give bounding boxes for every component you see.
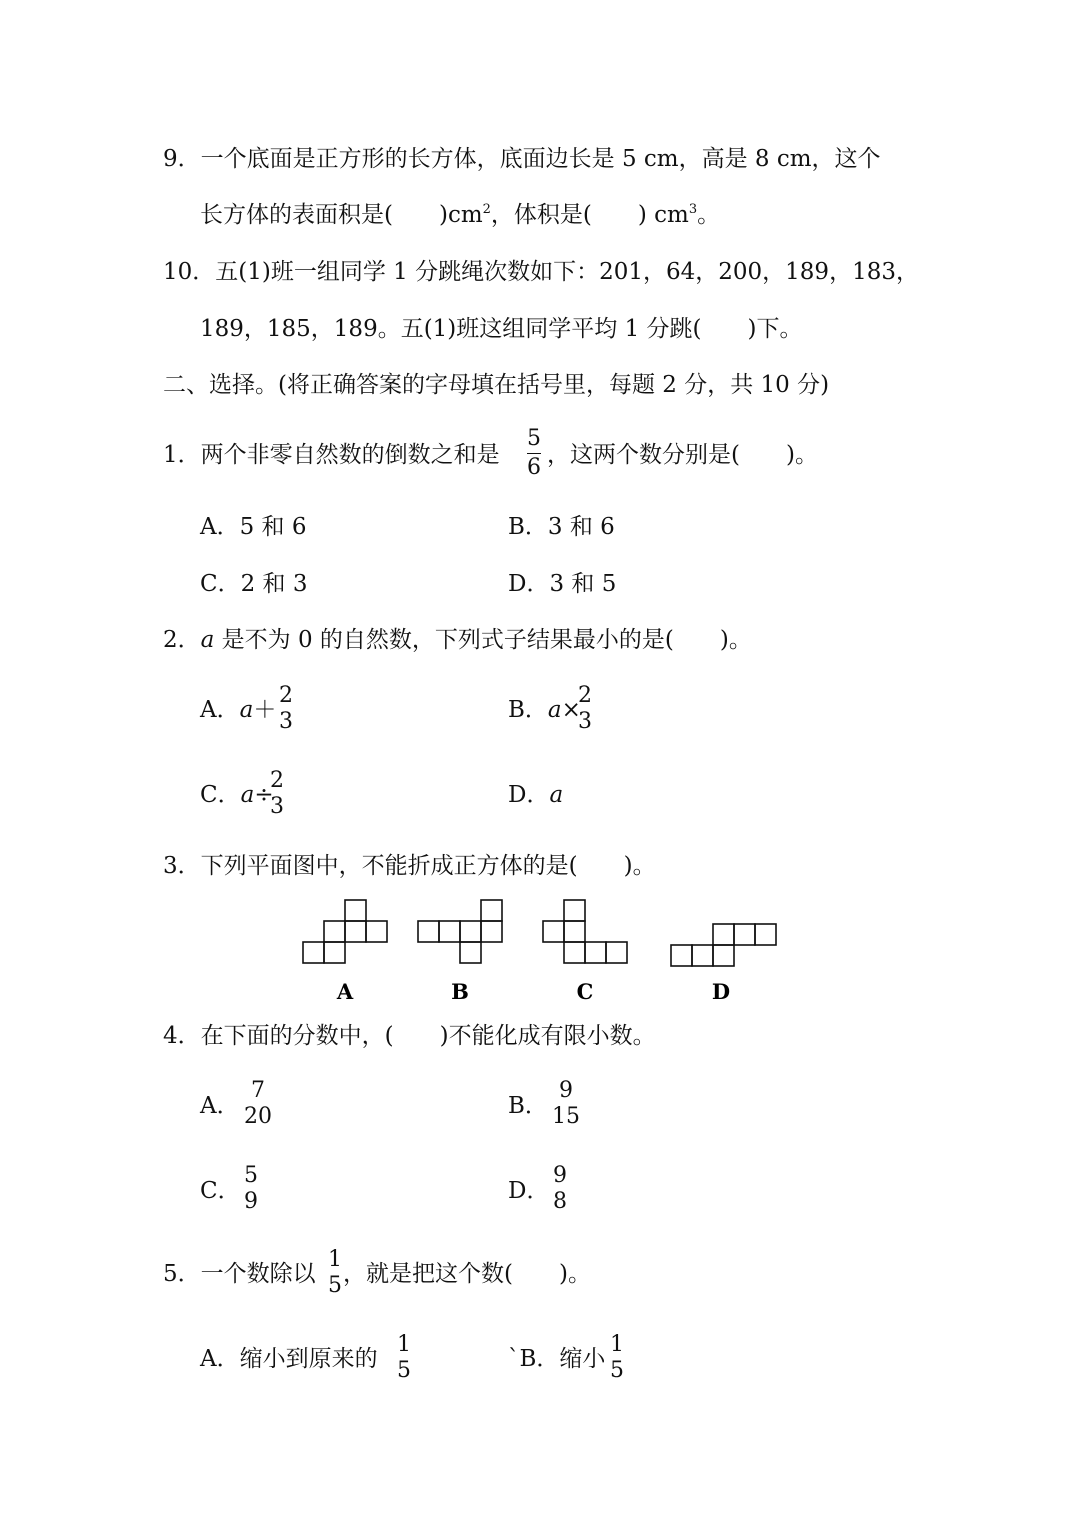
net-label-c: C <box>576 979 594 1004</box>
q9-end: 。 <box>697 202 721 228</box>
c4-b-den: 15 <box>552 1104 580 1129</box>
c5-frac-num: 1 <box>328 1247 342 1272</box>
c2-b-num: 2 <box>578 683 592 708</box>
c4-d-fraction <box>553 1165 567 1213</box>
net-d <box>671 924 776 966</box>
c4-c-label: C． <box>200 1178 241 1204</box>
c3-stem: 3．下列平面图中，不能折成正方体的是( )。 <box>163 853 656 879</box>
c1-frac-den: 6 <box>527 455 541 480</box>
q10-line1: 10．五(1)班一组同学 1 分跳绳次数如下：201，64，200，189，183， <box>163 259 919 285</box>
c5-fraction <box>328 1249 342 1297</box>
c4-d-label: D． <box>508 1178 550 1204</box>
q9-surface-text: 长方体的表面积是( )cm <box>200 202 483 228</box>
c1-option-d: D．3 和 5 <box>508 571 617 597</box>
net-b <box>418 900 502 963</box>
c1-option-b: B．3 和 6 <box>508 514 615 540</box>
q9-volume-text: ，体积是( ) cm <box>490 202 689 228</box>
c5-option-a: A．缩小到原来的 <box>200 1346 378 1372</box>
c2-c-var: a <box>240 782 255 808</box>
c4-a-fraction <box>244 1080 272 1128</box>
c1-stem-a: 1．两个非零自然数的倒数之和是 <box>163 442 500 468</box>
c4-a-den: 20 <box>244 1104 272 1129</box>
c2-a-den: 3 <box>279 709 293 734</box>
c5-a-den: 5 <box>397 1358 411 1383</box>
c5-stem-b: ，就是把这个数( )。 <box>343 1261 591 1287</box>
c2-b-label: B． <box>508 697 548 723</box>
q9-square-exp: 2 <box>482 202 491 217</box>
c2-stem: 2．a 是不为 0 的自然数，下列式子结果最小的是( )。 <box>163 627 752 653</box>
c4-b-label: B． <box>508 1093 548 1119</box>
section-heading: 二、选择。(将正确答案的字母填在括号里，每题 2 分，共 10 分) <box>163 372 830 398</box>
c1-stem-b: ，这两个数分别是( )。 <box>547 442 818 468</box>
c5-b-den: 5 <box>610 1358 624 1383</box>
c2-c-op: ÷ <box>254 782 274 808</box>
c2-a-op: ＋ <box>253 697 277 723</box>
c2-d-label: D． <box>508 782 550 808</box>
c2-c-num: 2 <box>270 768 284 793</box>
c4-d-num: 9 <box>553 1163 567 1188</box>
c5-option-b: `B．缩小 <box>508 1346 606 1372</box>
c2-b-den: 3 <box>578 709 592 734</box>
c1-option-c: C．2 和 3 <box>200 571 308 597</box>
c4-c-fraction <box>244 1165 258 1213</box>
c2-a-var: a <box>239 697 254 723</box>
c5-stem-a: 5．一个数除以 <box>163 1261 316 1287</box>
c4-a-num: 7 <box>251 1078 265 1103</box>
c2-var: a <box>200 627 215 653</box>
c4-c-num: 5 <box>244 1163 258 1188</box>
c5-a-fraction <box>397 1334 411 1382</box>
c1-option-a: A．5 和 6 <box>200 514 307 540</box>
c2-b-op: × <box>561 697 581 723</box>
c5-b-num: 1 <box>610 1332 624 1357</box>
c4-c-den: 9 <box>244 1189 258 1214</box>
c5-frac-den: 5 <box>328 1273 342 1298</box>
net-c <box>543 900 627 963</box>
c5-a-num: 1 <box>397 1332 411 1357</box>
q9-line1: 9．一个底面是正方形的长方体，底面边长是 5 cm，高是 8 cm，这个 <box>163 146 881 172</box>
c2-a-num: 2 <box>279 683 293 708</box>
net-a <box>303 900 387 963</box>
c4-a-label: A． <box>200 1093 240 1119</box>
net-label-a: A <box>336 979 354 1004</box>
c1-frac-num: 5 <box>527 426 541 451</box>
c2-c-den: 3 <box>270 794 284 819</box>
c4-stem: 4．在下面的分数中，( )不能化成有限小数。 <box>163 1023 656 1049</box>
c2-stem-text: 是不为 0 的自然数，下列式子结果最小的是( )。 <box>214 627 752 653</box>
net-label-b: B <box>451 979 469 1004</box>
c2-b-var: a <box>547 697 562 723</box>
c2-a-label: A． <box>200 697 240 723</box>
net-label-d: D <box>711 979 731 1004</box>
c4-d-den: 8 <box>553 1189 567 1214</box>
q9-cube-exp: 3 <box>688 202 698 217</box>
c5-b-fraction <box>610 1334 624 1382</box>
c2-c-label: C． <box>200 782 241 808</box>
q10-line2: 189，185，189。五(1)班这组同学平均 1 分跳( )下。 <box>200 316 803 342</box>
c4-b-fraction <box>552 1080 580 1128</box>
c4-b-num: 9 <box>559 1078 573 1103</box>
c2-d-var: a <box>549 782 564 808</box>
